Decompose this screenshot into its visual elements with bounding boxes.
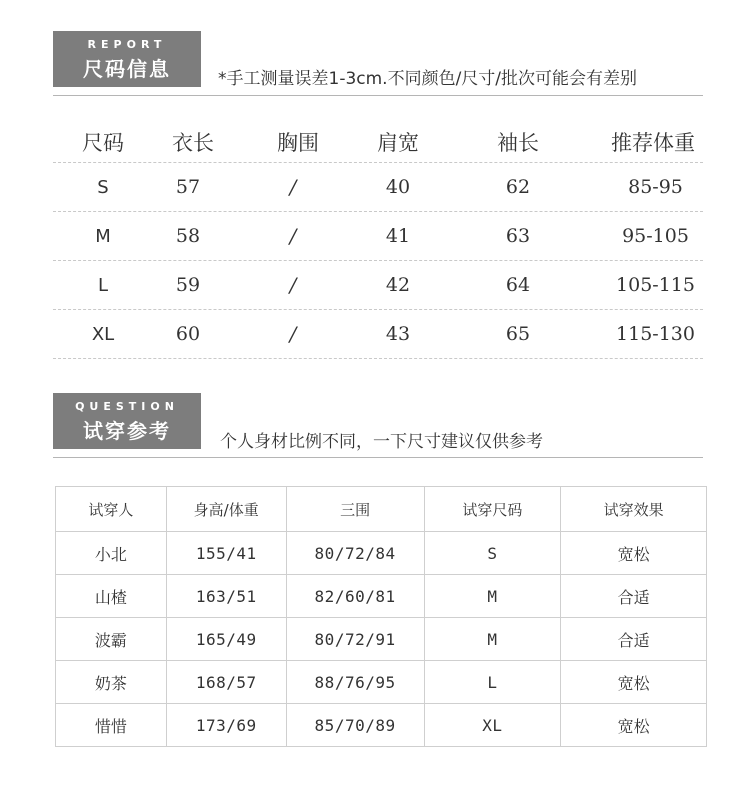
- size-cell: XL: [91, 323, 115, 345]
- height-weight-cell: 168/57: [166, 661, 286, 704]
- size-col-header: 尺码: [82, 131, 124, 155]
- measurements-cell: 85/70/89: [286, 704, 424, 747]
- try-on-row: [56, 575, 707, 618]
- tester-cell: 波霸: [56, 618, 167, 661]
- try-on-header-row: [56, 487, 707, 532]
- tried-size-cell: L: [424, 661, 561, 704]
- length-cell: 58: [175, 225, 201, 247]
- measurements-col-header: 三围: [286, 487, 424, 532]
- measurements-cell: 80/72/84: [286, 532, 424, 575]
- tried-size-col-header: 试穿尺码: [424, 487, 561, 532]
- fit-col-header: 试穿效果: [561, 487, 707, 532]
- measurements-cell: 88/76/95: [286, 661, 424, 704]
- height-weight-cell: 163/51: [166, 575, 286, 618]
- try-on-row: [56, 661, 707, 704]
- fit-cell: 合适: [561, 618, 707, 661]
- size-chart-row: [53, 163, 703, 212]
- shoulder-cell: 42: [385, 274, 411, 296]
- tried-size-cell: XL: [424, 704, 561, 747]
- height-weight-col-header: 身高/体重: [166, 487, 286, 532]
- size-cell: M: [95, 225, 111, 247]
- weight-cell: 115-130: [616, 323, 695, 345]
- sleeve-cell: 65: [505, 323, 531, 345]
- size-cell: S: [97, 176, 109, 198]
- weight-cell: 105-115: [616, 274, 695, 296]
- length-cell: 57: [175, 176, 201, 198]
- measurements-cell: 80/72/91: [286, 618, 424, 661]
- weight-cell: 85-95: [628, 176, 683, 198]
- size-section-tag-en: REPORT: [87, 38, 167, 51]
- height-weight-cell: 155/41: [166, 532, 286, 575]
- chest-cell: /: [289, 175, 297, 199]
- try-on-row: [56, 704, 707, 747]
- question-section-divider: [53, 457, 703, 458]
- chest-col-header: 胸围: [277, 131, 319, 155]
- length-col-header: 衣长: [172, 131, 214, 155]
- shoulder-col-header: 肩宽: [377, 131, 419, 155]
- shoulder-cell: 40: [385, 176, 411, 198]
- fit-cell: 合适: [561, 575, 707, 618]
- tester-cell: 奶茶: [56, 661, 167, 704]
- fit-cell: 宽松: [561, 704, 707, 747]
- chest-cell: /: [289, 322, 297, 346]
- fit-cell: 宽松: [561, 532, 707, 575]
- length-cell: 59: [175, 274, 201, 296]
- tried-size-cell: M: [424, 618, 561, 661]
- height-weight-cell: 173/69: [166, 704, 286, 747]
- chest-cell: /: [289, 273, 297, 297]
- size-chart-row: [53, 261, 703, 310]
- shoulder-cell: 43: [385, 323, 411, 345]
- chest-cell: /: [289, 224, 297, 248]
- size-chart-row: [53, 212, 703, 261]
- sleeve-cell: 64: [505, 274, 531, 296]
- tester-cell: 山楂: [56, 575, 167, 618]
- size-section-tag-title: 尺码信息: [83, 57, 171, 81]
- weight-col-header: 推荐体重: [611, 131, 695, 155]
- question-section-tag-title: 试穿参考: [83, 419, 171, 443]
- tried-size-cell: S: [424, 532, 561, 575]
- length-cell: 60: [175, 323, 201, 345]
- question-section-tag-en: QUESTION: [75, 400, 179, 413]
- sleeve-cell: 63: [505, 225, 531, 247]
- measurements-cell: 82/60/81: [286, 575, 424, 618]
- size-section-tag: [53, 31, 201, 87]
- size-chart-row: [53, 310, 703, 359]
- size-section-divider: [53, 95, 703, 96]
- try-on-note: 个人身材比例不同，一下尺寸建议仅供参考: [220, 432, 543, 452]
- sleeve-cell: 62: [505, 176, 531, 198]
- tester-col-header: 试穿人: [56, 487, 167, 532]
- measurement-note: *手工测量误差1-3cm.不同颜色/尺寸/批次可能会有差别: [218, 69, 638, 89]
- size-chart-table: [53, 118, 703, 359]
- fit-cell: 宽松: [561, 661, 707, 704]
- tried-size-cell: M: [424, 575, 561, 618]
- shoulder-cell: 41: [385, 225, 411, 247]
- tester-cell: 惜惜: [56, 704, 167, 747]
- size-chart-header-row: [53, 118, 703, 163]
- weight-cell: 95-105: [622, 225, 689, 247]
- try-on-row: [56, 532, 707, 575]
- height-weight-cell: 165/49: [166, 618, 286, 661]
- try-on-table: [55, 486, 707, 747]
- question-section-tag: [53, 393, 201, 449]
- try-on-row: [56, 618, 707, 661]
- tester-cell: 小北: [56, 532, 167, 575]
- sleeve-col-header: 袖长: [497, 131, 539, 155]
- size-cell: L: [97, 274, 109, 296]
